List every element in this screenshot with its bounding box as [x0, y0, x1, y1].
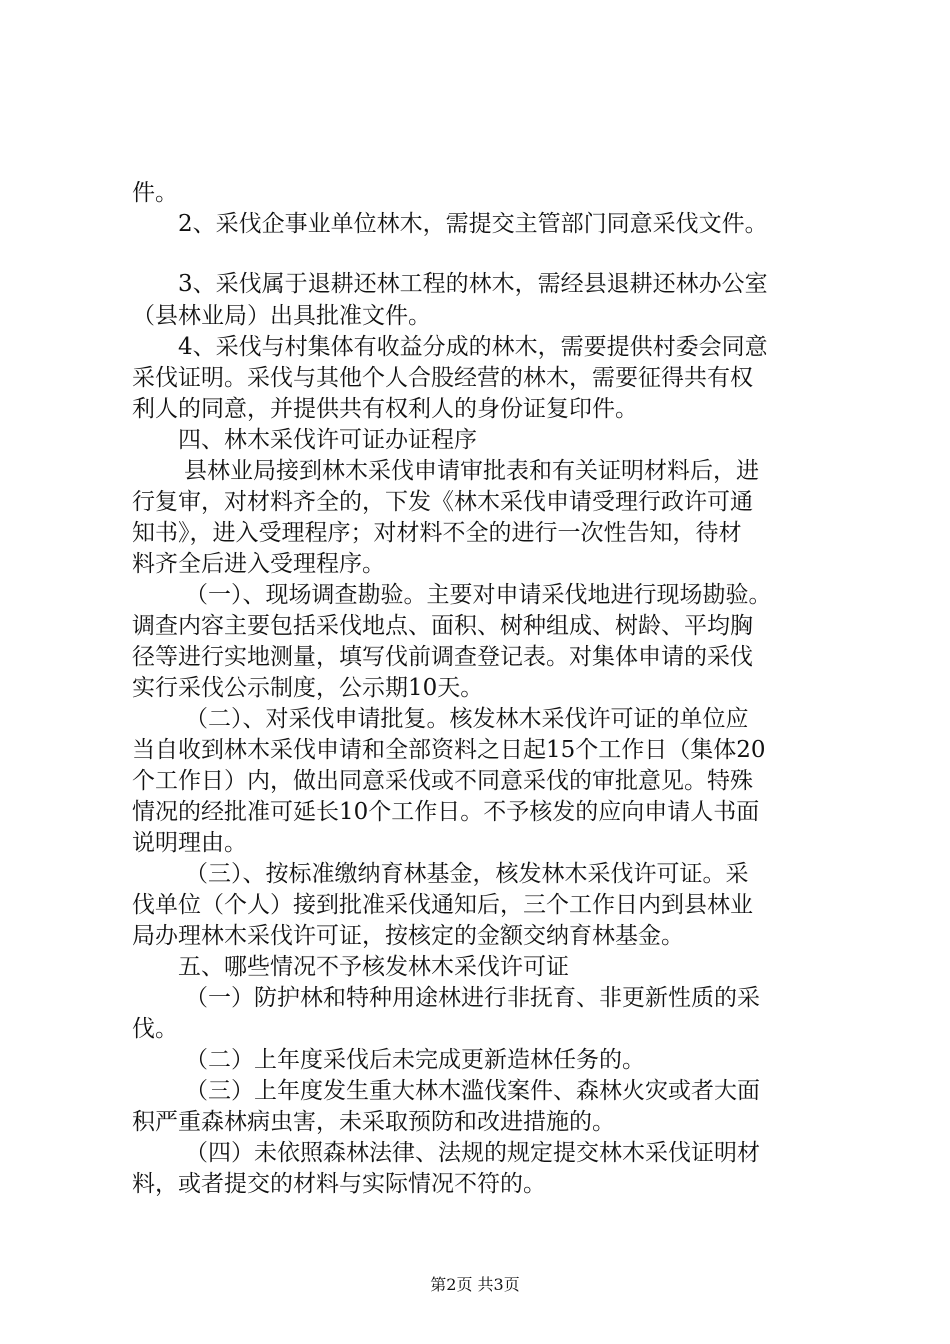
text-line: 件。	[132, 180, 178, 206]
text-line: （二）、对采伐申请批复。核发林木采伐许可证的单位应	[185, 706, 749, 732]
text-line: 实行采伐公示制度，公示期10天。	[132, 675, 484, 701]
text-line: 径等进行实地测量，填写伐前调查登记表。对集体申请的采伐	[132, 644, 753, 670]
text-line: 县林业局接到林木采伐申请审批表和有关证明材料后，进	[184, 458, 759, 484]
text-line: 伐单位（个人）接到批准采伐通知后，三个工作日内到县林业	[132, 892, 753, 918]
text-line: 积严重森林病虫害，未采取预防和改进措施的。	[132, 1109, 615, 1135]
text-line: 料，或者提交的材料与实际情况不符的。	[132, 1171, 546, 1197]
text-line: （县林业局）出具批准文件。	[132, 303, 431, 329]
text-line: 行复审，对材料齐全的，下发《林木采伐申请受理行政许可通	[132, 489, 753, 515]
section-heading: 五、哪些情况不予核发林木采伐许可证	[178, 954, 569, 980]
text-line: （三）、按标准缴纳育林基金，核发林木采伐许可证。采	[185, 861, 749, 887]
text-line: 利人的同意，并提供共有权利人的身份证复印件。	[132, 396, 638, 422]
section-heading: 四、林木采伐许可证办证程序	[178, 427, 477, 453]
text-line: （四）未依照森林法律、法规的规定提交林木采伐证明材	[185, 1140, 760, 1166]
text-line: 知书》，进入受理程序；对材料不全的进行一次性告知，待材	[132, 520, 742, 546]
text-line: 料齐全后进入受理程序。	[132, 551, 385, 577]
text-line: （一）防护林和特种用途林进行非抚育、非更新性质的采	[185, 985, 760, 1011]
text-line: 4、采伐与村集体有收益分成的林木，需要提供村委会同意	[178, 334, 768, 360]
text-line: （三）上年度发生重大林木滥伐案件、森林火灾或者大面	[185, 1078, 760, 1104]
text-line: 说明理由。	[132, 830, 247, 856]
page-number-footer: 第2页 共3页	[430, 1275, 520, 1294]
text-line: 个工作日）内，做出同意采伐或不同意采伐的审批意见。特殊	[132, 768, 753, 794]
text-line: 2、采伐企事业单位林木，需提交主管部门同意采伐文件。	[178, 211, 768, 237]
text-line: 局办理林木采伐许可证，按核定的金额交纳育林基金。	[132, 923, 684, 949]
text-line: 情况的经批准可延长10个工作日。不予核发的应向申请人书面	[132, 799, 760, 825]
text-line: 调查内容主要包括采伐地点、面积、树种组成、树龄、平均胸	[132, 613, 753, 639]
text-line: （二）上年度采伐后未完成更新造林任务的。	[185, 1047, 645, 1073]
text-line: 当自收到林木采伐申请和全部资料之日起15个工作日（集体20	[132, 737, 766, 763]
text-line: （一）、现场调查勘验。主要对申请采伐地进行现场勘验。	[185, 582, 772, 608]
text-line: 伐。	[132, 1016, 178, 1042]
text-line: 采伐证明。采伐与其他个人合股经营的林木，需要征得共有权	[132, 365, 753, 391]
text-line: 3、采伐属于退耕还林工程的林木，需经县退耕还林办公室	[178, 271, 768, 297]
